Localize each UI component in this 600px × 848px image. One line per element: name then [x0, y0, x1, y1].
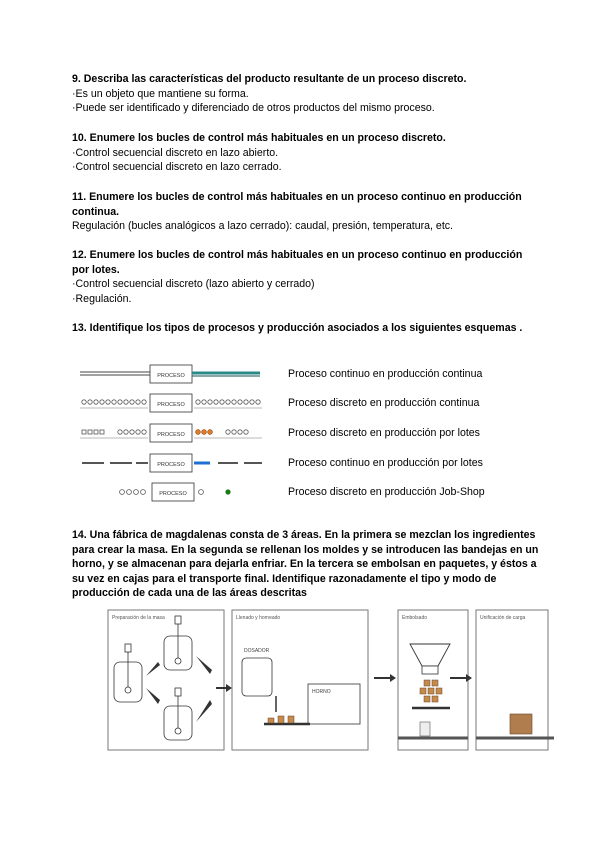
scheme-row-2 — [80, 393, 550, 415]
scheme-row-4-answer: Proceso continuo en producción por lotes — [288, 457, 483, 469]
question-10-answer-2: ·Control secuencial discreto en lazo cerrado. — [72, 161, 282, 173]
question-11-title: 11. Enumere los bucles de control más habituales en un proceso continuo en producción continua. — [72, 191, 522, 218]
shipping-box — [510, 714, 532, 734]
scheme-row-2-answer: Proceso discreto en producción continua — [288, 397, 480, 409]
area2-arrow — [374, 674, 396, 682]
scheme-discrete-jobshop — [80, 482, 270, 504]
question-12-title: 12. Enumere los bucles de control más habituales en un proceso continuo en producción por lotes. — [72, 249, 523, 276]
scheme-row-3 — [80, 423, 550, 445]
question-14 — [72, 528, 542, 601]
scheme-continuous-batch — [80, 453, 270, 475]
scheme-row-5-answer: Proceso discreto en producción Job-Shop — [288, 486, 485, 498]
question-9-answer-1: ·Es un objeto que mantiene su forma. — [72, 87, 249, 100]
scheme-row-4 — [80, 453, 550, 475]
question-9-title: 9. Describa las características del producto resultante de un proceso discreto. — [72, 73, 467, 85]
scheme-discrete-batch — [80, 423, 270, 445]
area-filling-baking-label: Llenado y horneado — [236, 615, 281, 621]
question-9-answer-2: ·Puede ser identificado y diferenciado de otros productos del mismo proceso. — [72, 102, 435, 114]
question-13 — [72, 321, 542, 336]
question-11 — [72, 190, 542, 234]
scheme-discrete-continuous — [80, 393, 270, 415]
dosador-tank — [242, 658, 272, 696]
question-12-answer-1: ·Control secuencial discreto (lazo abierto y cerrado) — [72, 278, 315, 290]
scheme-row-5 — [80, 482, 550, 504]
question-11-answer-1: Regulación (bucles analógicos a lazo cerrado): caudal, presión, temperatura, etc. — [72, 220, 453, 232]
area-bagging-label: Embolsado — [402, 615, 428, 621]
question-10-title: 10. Enumere los bucles de control más habituales en un proceso discreto. — [72, 132, 446, 144]
process-box-label: PROCESO — [157, 402, 185, 408]
process-box-label: PROCESO — [159, 491, 187, 497]
process-box-label: PROCESO — [157, 373, 185, 379]
scheme-continuous-continuous — [80, 364, 270, 386]
process-box-label: PROCESO — [157, 432, 185, 438]
process-box-label: PROCESO — [157, 462, 185, 468]
question-10-answer-1: ·Control secuencial discreto en lazo abierto. — [72, 146, 279, 159]
question-9 — [72, 72, 542, 116]
scheme-row-1 — [80, 364, 550, 386]
dosador-label: DOSADOR — [244, 648, 270, 654]
area-mixing-label: Preparación de la masa — [112, 615, 165, 621]
area-load-unification-label: Unificación de carga — [480, 615, 526, 621]
question-12 — [72, 248, 542, 306]
question-13-title: 13. Identifique los tipos de procesos y producción asociados a los siguientes esquemas . — [72, 322, 523, 334]
factory-scheme — [98, 604, 558, 754]
question-12-answer-2: ·Regulación. — [72, 292, 132, 305]
scheme-row-1-answer: Proceso continuo en producción continua — [288, 368, 483, 380]
scheme-row-3-answer: Proceso discreto en producción por lotes — [288, 427, 480, 439]
question-14-title: 14. Una fábrica de magdalenas consta de 3 áreas. En la primera se mezclan los ingredientes para crear la masa. En la segunda se rellenan los moldes y se introducen las bandejas en un horno, y se almacenan para dejarla enfriar. En la tercera se embolsan en paquetes, y éstos a su vez en cajas para el transporte final. Identifique razonadamente el tipo y modo de producción de cada una de las áreas descritas — [72, 529, 539, 599]
bag — [420, 722, 430, 736]
question-10 — [72, 131, 542, 175]
oven-label: HORNO — [312, 689, 331, 695]
